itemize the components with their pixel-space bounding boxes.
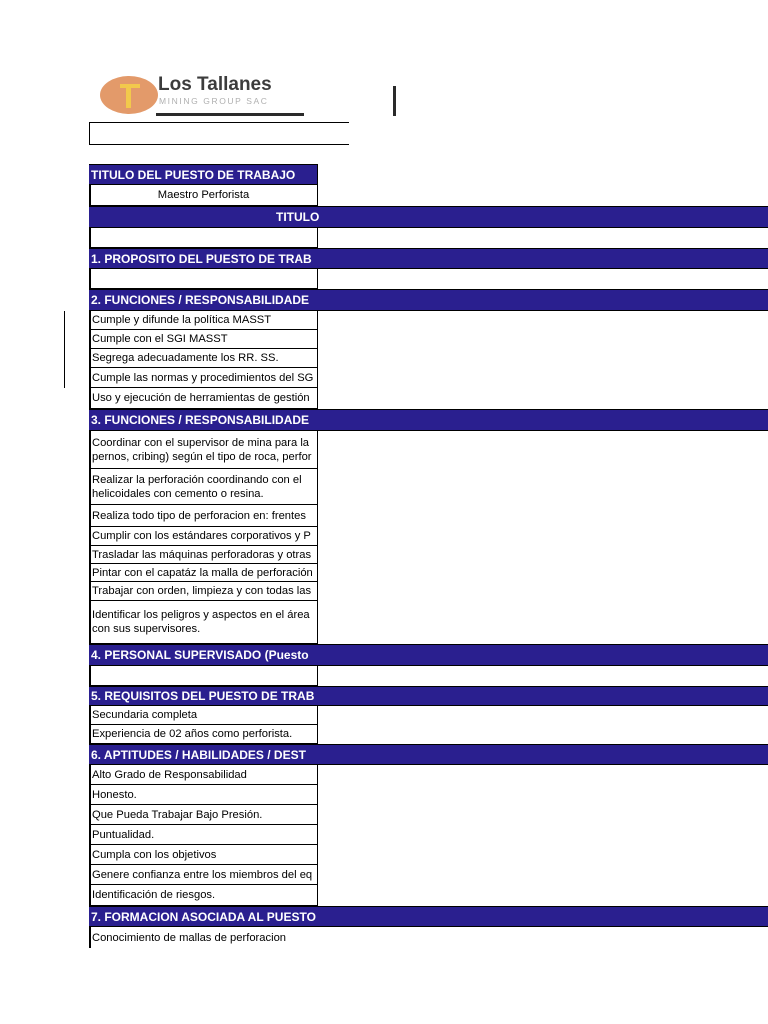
list-item xyxy=(89,706,318,725)
band-title xyxy=(89,206,768,228)
section-5-title: 5. REQUISITOS DEL PUESTO DE TRAB xyxy=(91,689,315,703)
logo-subtitle: MINING GROUP SAC xyxy=(159,96,269,106)
list-item-text: Cumpla con los objetivos xyxy=(92,848,217,861)
list-item xyxy=(89,765,318,785)
section-1-title: 1. PROPOSITO DEL PUESTO DE TRAB xyxy=(91,251,312,266)
list-item-text: Secundaria completa xyxy=(92,709,198,721)
logo-divider xyxy=(156,113,304,116)
list-item-text: Trasladar las máquinas perforadoras y otras xyxy=(92,548,312,561)
section-1-empty-row xyxy=(89,269,318,289)
list-item xyxy=(89,885,318,906)
band-title-text: TITULO xyxy=(276,210,320,224)
list-item-text: Trabajar con orden, limpieza y con todas las xyxy=(92,585,312,597)
list-item-text: Puntualidad. xyxy=(92,828,155,841)
section-6-title: 6. APTITUDES / HABILIDADES / DEST xyxy=(91,747,306,762)
list-item-text: Conocimiento de mallas de perforacion xyxy=(92,931,287,944)
list-item xyxy=(89,546,318,564)
list-item-text: helicoidales con cemento o resina. xyxy=(92,487,264,500)
list-item xyxy=(89,825,318,845)
list-item-text: Cumple y difunde la política MASST xyxy=(92,314,272,326)
list-item-text: Alto Grado de Responsabilidad xyxy=(92,768,247,781)
section-4-title: 4. PERSONAL SUPERVISADO (Puesto xyxy=(91,648,309,662)
list-item-text: Identificación de riesgos. xyxy=(92,889,216,901)
list-item xyxy=(89,311,318,330)
list-item-text: Coordinar con el supervisor de mina para la xyxy=(92,436,310,449)
list-item xyxy=(89,349,318,368)
list-item-text: Uso y ejecución de herramientas de gestión xyxy=(92,392,310,404)
section-3-header xyxy=(89,409,768,431)
list-item xyxy=(89,505,318,527)
list-item xyxy=(89,368,318,388)
margin-line xyxy=(64,311,65,388)
section-4-header xyxy=(89,644,768,666)
section-7-header xyxy=(89,906,768,927)
list-item-text: Cumple las normas y procedimientos del SG xyxy=(92,371,314,384)
list-item-text: Experiencia de 02 años como perforista. xyxy=(92,728,293,740)
list-item-text: Honesto. xyxy=(92,788,137,801)
list-item xyxy=(89,564,318,582)
list-item xyxy=(89,805,318,825)
list-item xyxy=(89,785,318,805)
logo-name: Los Tallanes xyxy=(158,74,272,95)
list-item-text: Genere confianza entre los miembros del eq xyxy=(92,868,313,881)
section-7-title: 7. FORMACION ASOCIADA AL PUESTO xyxy=(91,909,316,924)
job-title-value-text: Maestro Perforista xyxy=(157,189,250,201)
list-item-text: Pintar con el capatáz la malla de perforación xyxy=(92,566,313,579)
logo-mark-icon xyxy=(100,76,158,114)
job-title-label xyxy=(89,164,318,185)
list-item-text: Cumple con el SGI MASST xyxy=(92,333,228,345)
list-item xyxy=(89,388,318,409)
section-1-header xyxy=(89,248,768,269)
list-item xyxy=(89,582,318,601)
list-item xyxy=(89,601,318,644)
list-item-text: Realiza todo tipo de perforacion en: frentes xyxy=(92,509,306,522)
list-item xyxy=(89,431,318,469)
section-2-title: 2. FUNCIONES / RESPONSABILIDADE xyxy=(91,293,310,307)
empty-header-box xyxy=(89,122,349,145)
list-item xyxy=(89,725,318,744)
list-item-text: Identificar los peligros y aspectos en el área xyxy=(92,609,310,621)
list-item-text: Realizar la perforación coordinando con el xyxy=(92,473,302,486)
list-item xyxy=(89,527,318,546)
band-empty-row xyxy=(89,228,318,248)
list-item xyxy=(89,927,318,948)
section-4-empty-row xyxy=(89,666,318,686)
logo-divider-vertical xyxy=(393,86,396,116)
section-3-title: 3. FUNCIONES / RESPONSABILIDADE xyxy=(91,413,310,427)
list-item xyxy=(89,330,318,349)
list-item xyxy=(89,469,318,505)
section-2-header xyxy=(89,289,768,311)
job-title-label-text: TITULO DEL PUESTO DE TRABAJO xyxy=(91,167,296,182)
list-item-text: Que Pueda Trabajar Bajo Presión. xyxy=(92,808,263,821)
list-item-text: Segrega adecuadamente los RR. SS. xyxy=(92,352,279,364)
job-title-value xyxy=(89,185,318,206)
list-item-text: con sus supervisores. xyxy=(92,623,201,635)
list-item-text: pernos, cribing) según el tipo de roca, perfor xyxy=(92,450,312,463)
section-6-header xyxy=(89,744,768,765)
list-item xyxy=(89,865,318,885)
section-5-header xyxy=(89,686,768,706)
list-item-text: Cumplir con los estándares corporativos y P xyxy=(92,530,311,542)
company-logo xyxy=(100,76,310,124)
list-item xyxy=(89,845,318,865)
